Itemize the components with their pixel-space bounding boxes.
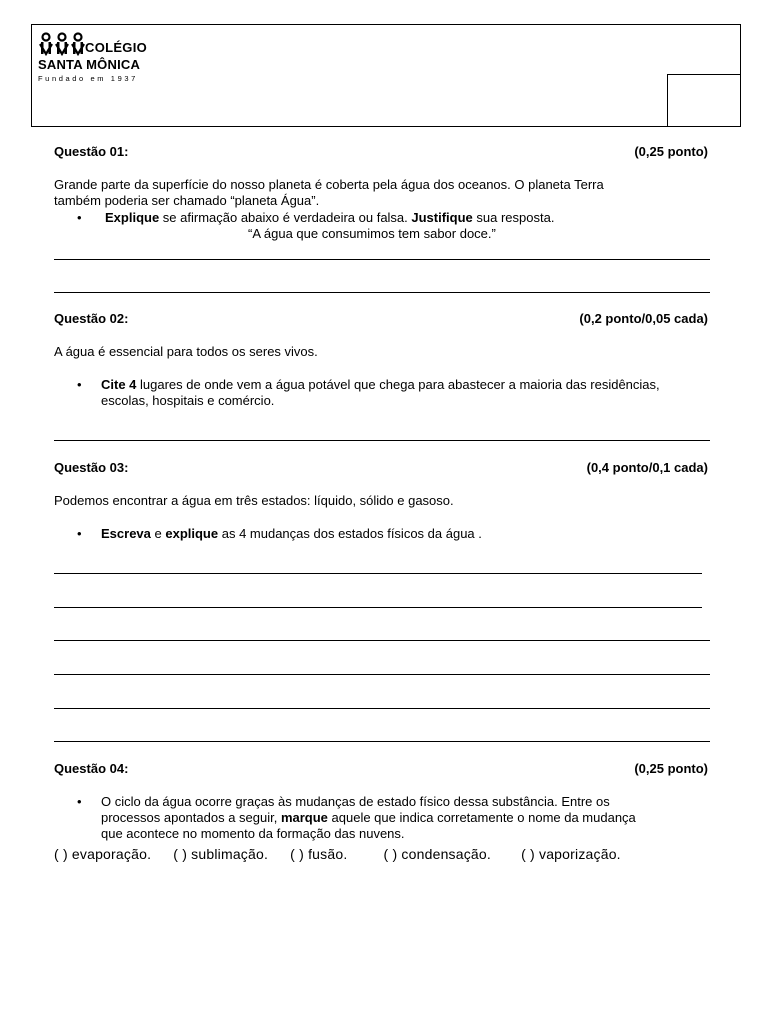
option-fusao[interactable]: ( ) fusão. <box>290 846 348 862</box>
bullet-icon: • <box>77 794 82 809</box>
answer-line[interactable] <box>54 708 710 709</box>
grade-box[interactable] <box>667 74 741 127</box>
q3-intro: Podemos encontrar a água em três estados: líquido, sólido e gasoso. <box>54 493 454 508</box>
q2-instruction-bold: Cite 4 <box>101 377 137 392</box>
option-vaporizacao[interactable]: ( ) vaporização. <box>521 846 621 862</box>
answer-line[interactable] <box>54 440 710 441</box>
answer-line[interactable] <box>54 292 710 293</box>
q1-instruction <box>105 210 554 225</box>
bullet-icon: • <box>77 377 82 392</box>
answer-line[interactable] <box>54 573 702 574</box>
q4-text-line1: O ciclo da água ocorre graças às mudanças de estado físico dessa substância. Entre os <box>101 794 610 809</box>
q4-options <box>54 846 621 862</box>
q3-instruction-text2: as 4 mudanças dos estados físicos da água . <box>218 526 482 541</box>
q2-title: Questão 02: <box>54 311 129 326</box>
q2-points: (0,2 ponto/0,05 cada) <box>579 311 708 326</box>
q4-title: Questão 04: <box>54 761 129 776</box>
q1-quote: “A água que consumimos tem sabor doce.” <box>248 226 496 241</box>
option-condensacao[interactable]: ( ) condensação. <box>383 846 491 862</box>
q1-instruction-text1: se afirmação abaixo é verdadeira ou falsa. <box>159 210 412 225</box>
bullet-icon: • <box>77 526 82 541</box>
answer-line[interactable] <box>54 741 710 742</box>
q2-instruction-text: lugares de onde vem a água potável que chega para abastecer a maioria das residências, <box>136 377 660 392</box>
q1-title: Questão 01: <box>54 144 129 159</box>
q3-instruction-bold1: Escreva <box>101 526 151 541</box>
q4-text-line2-bold: marque <box>280 810 328 825</box>
school-name-line1: COLÉGIO <box>85 40 148 55</box>
header-box <box>31 24 741 127</box>
answer-line[interactable] <box>54 640 710 641</box>
q3-instruction-text1: e <box>150 526 166 541</box>
option-sublimacao[interactable]: ( ) sublimação. <box>173 846 269 862</box>
q4-text-line2c: aquele que indica corretamente o nome da mudança <box>327 810 636 825</box>
q4-text-line3: que acontece no momento da formação das nuvens. <box>101 826 405 841</box>
option-evaporacao[interactable]: ( ) evaporação. <box>54 846 152 862</box>
answer-line[interactable] <box>54 674 710 675</box>
q4-text-line2 <box>101 810 636 825</box>
q4-text-line2a: processos apontados a seguir, <box>101 810 281 825</box>
answer-line[interactable] <box>54 259 710 260</box>
q1-text-line1: Grande parte da superfície do nosso planeta é coberta pela água dos oceanos. O planeta Terra <box>54 177 604 192</box>
q4-points: (0,25 ponto) <box>634 761 708 776</box>
school-name-line2: SANTA MÔNICA <box>38 57 141 72</box>
q1-instruction-bold1: Explique <box>105 210 160 225</box>
q1-instruction-text2: sua resposta. <box>472 210 555 225</box>
school-founded: Fundado em 1937 <box>38 74 138 83</box>
q2-instruction-line2: escolas, hospitais e comércio. <box>101 393 275 408</box>
q1-points: (0,25 ponto) <box>634 144 708 159</box>
q1-text-line2: também poderia ser chamado “planeta Água”. <box>54 193 320 208</box>
q3-points: (0,4 ponto/0,1 cada) <box>586 460 708 475</box>
q3-instruction <box>101 526 482 541</box>
bullet-icon: • <box>77 210 82 225</box>
answer-line[interactable] <box>54 607 702 608</box>
q2-instruction-line1 <box>101 377 660 392</box>
q3-title: Questão 03: <box>54 460 129 475</box>
school-emblem-icon <box>38 32 86 56</box>
q1-instruction-bold2: Justifique <box>411 210 473 225</box>
q2-intro: A água é essencial para todos os seres vivos. <box>54 344 318 359</box>
q3-instruction-bold2: explique <box>165 526 219 541</box>
